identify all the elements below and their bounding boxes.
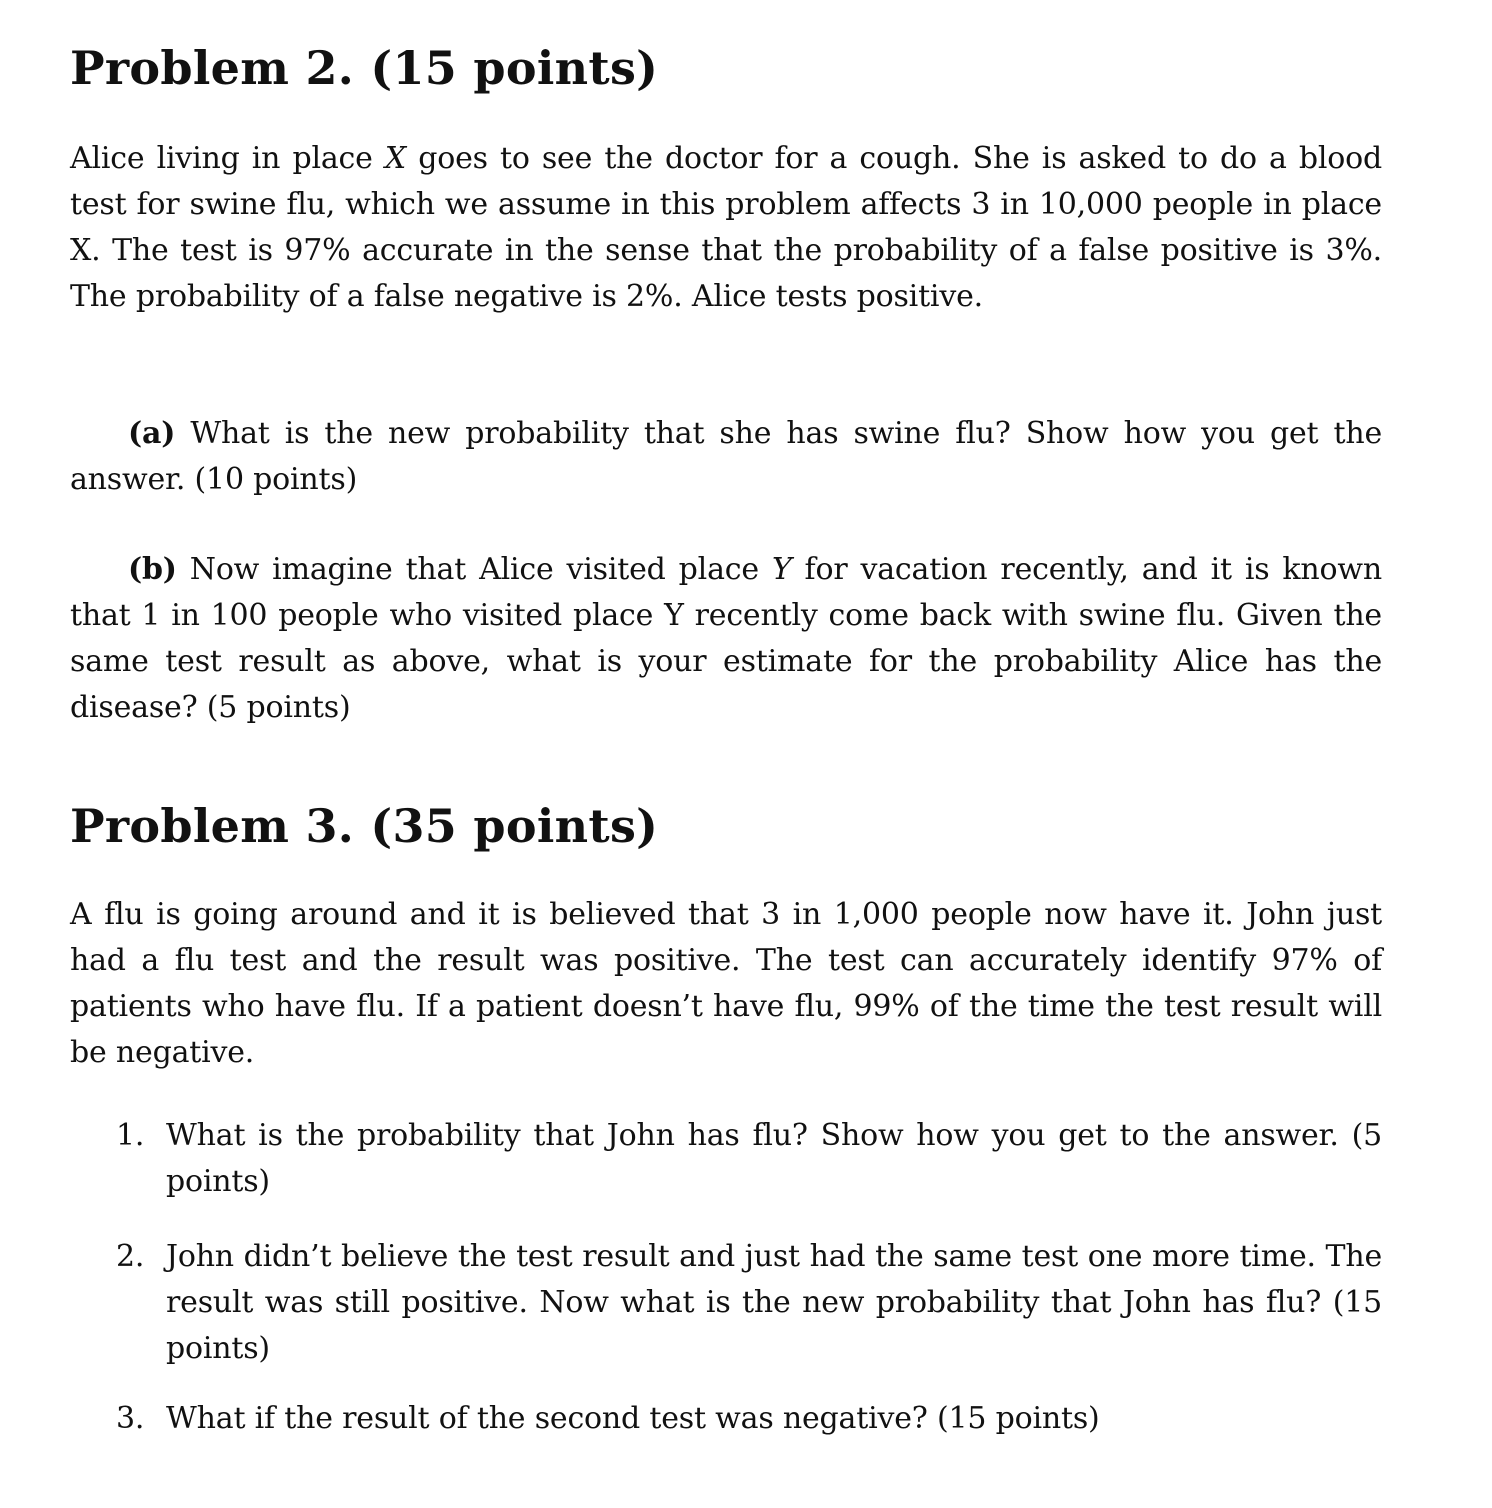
list-item-text: What is the probability that John has flu? Show how you get to the answer. (5 points) [166,1118,1382,1199]
part-a-text: What is the new probability that she has swine flu? Show how you get the answer. (10 points) [70,416,1382,497]
part-b-text-rest: for vacation recently, and it is known that 1 in 100 people who visited place Y recently come back with swine flu. Given the same test result as above, what is your estimate for the probability Alice has the disease? (5 points) [70,552,1382,725]
part-a-label: (a) [128,416,176,451]
part-b-label: (b) [128,552,177,587]
problem-2-intro [70,136,1382,320]
list-item-text: John didn’t believe the test result and just had the same test one more time. The result was still positive. Now what is the new probability that John has flu? (15 points) [166,1239,1382,1366]
list-item-text: What if the result of the second test was negative? (15 points) [166,1401,1100,1436]
problem-3-heading: Problem 3. (35 points) [70,799,659,853]
problem-2-part-a [70,411,1382,503]
problem-2-intro-rest: goes to see the doctor for a cough. She is asked to do a blood test for swine flu, which we assume in this problem affects 3 in 10,000 people in place X. The test is 97% accurate in the sense that the probability of a false positive is 3%. The probability of a false negative is 2%. Alice tests positive. [70,141,1382,314]
problem-3-intro: A flu is going around and it is believed that 3 in 1,000 people now have it. John just had a flu test and the result was positive. The test can accurately identify 97% of patients who have flu. If a patient doesn’t have flu, 99% of the time the test result will be negative. [70,897,1382,1070]
list-item-number: 3. [116,1401,145,1436]
variable-x: X [384,141,407,176]
list-item-number: 2. [116,1239,145,1274]
part-b-text-start: Now imagine that Alice visited place [176,552,772,587]
list-item-number: 1. [116,1118,145,1153]
problem-2-intro-start: Alice living in place [70,141,385,176]
problem-2-part-b [70,547,1382,731]
variable-y: Y [771,552,792,587]
problem-2-heading: Problem 2. (15 points) [70,41,659,95]
